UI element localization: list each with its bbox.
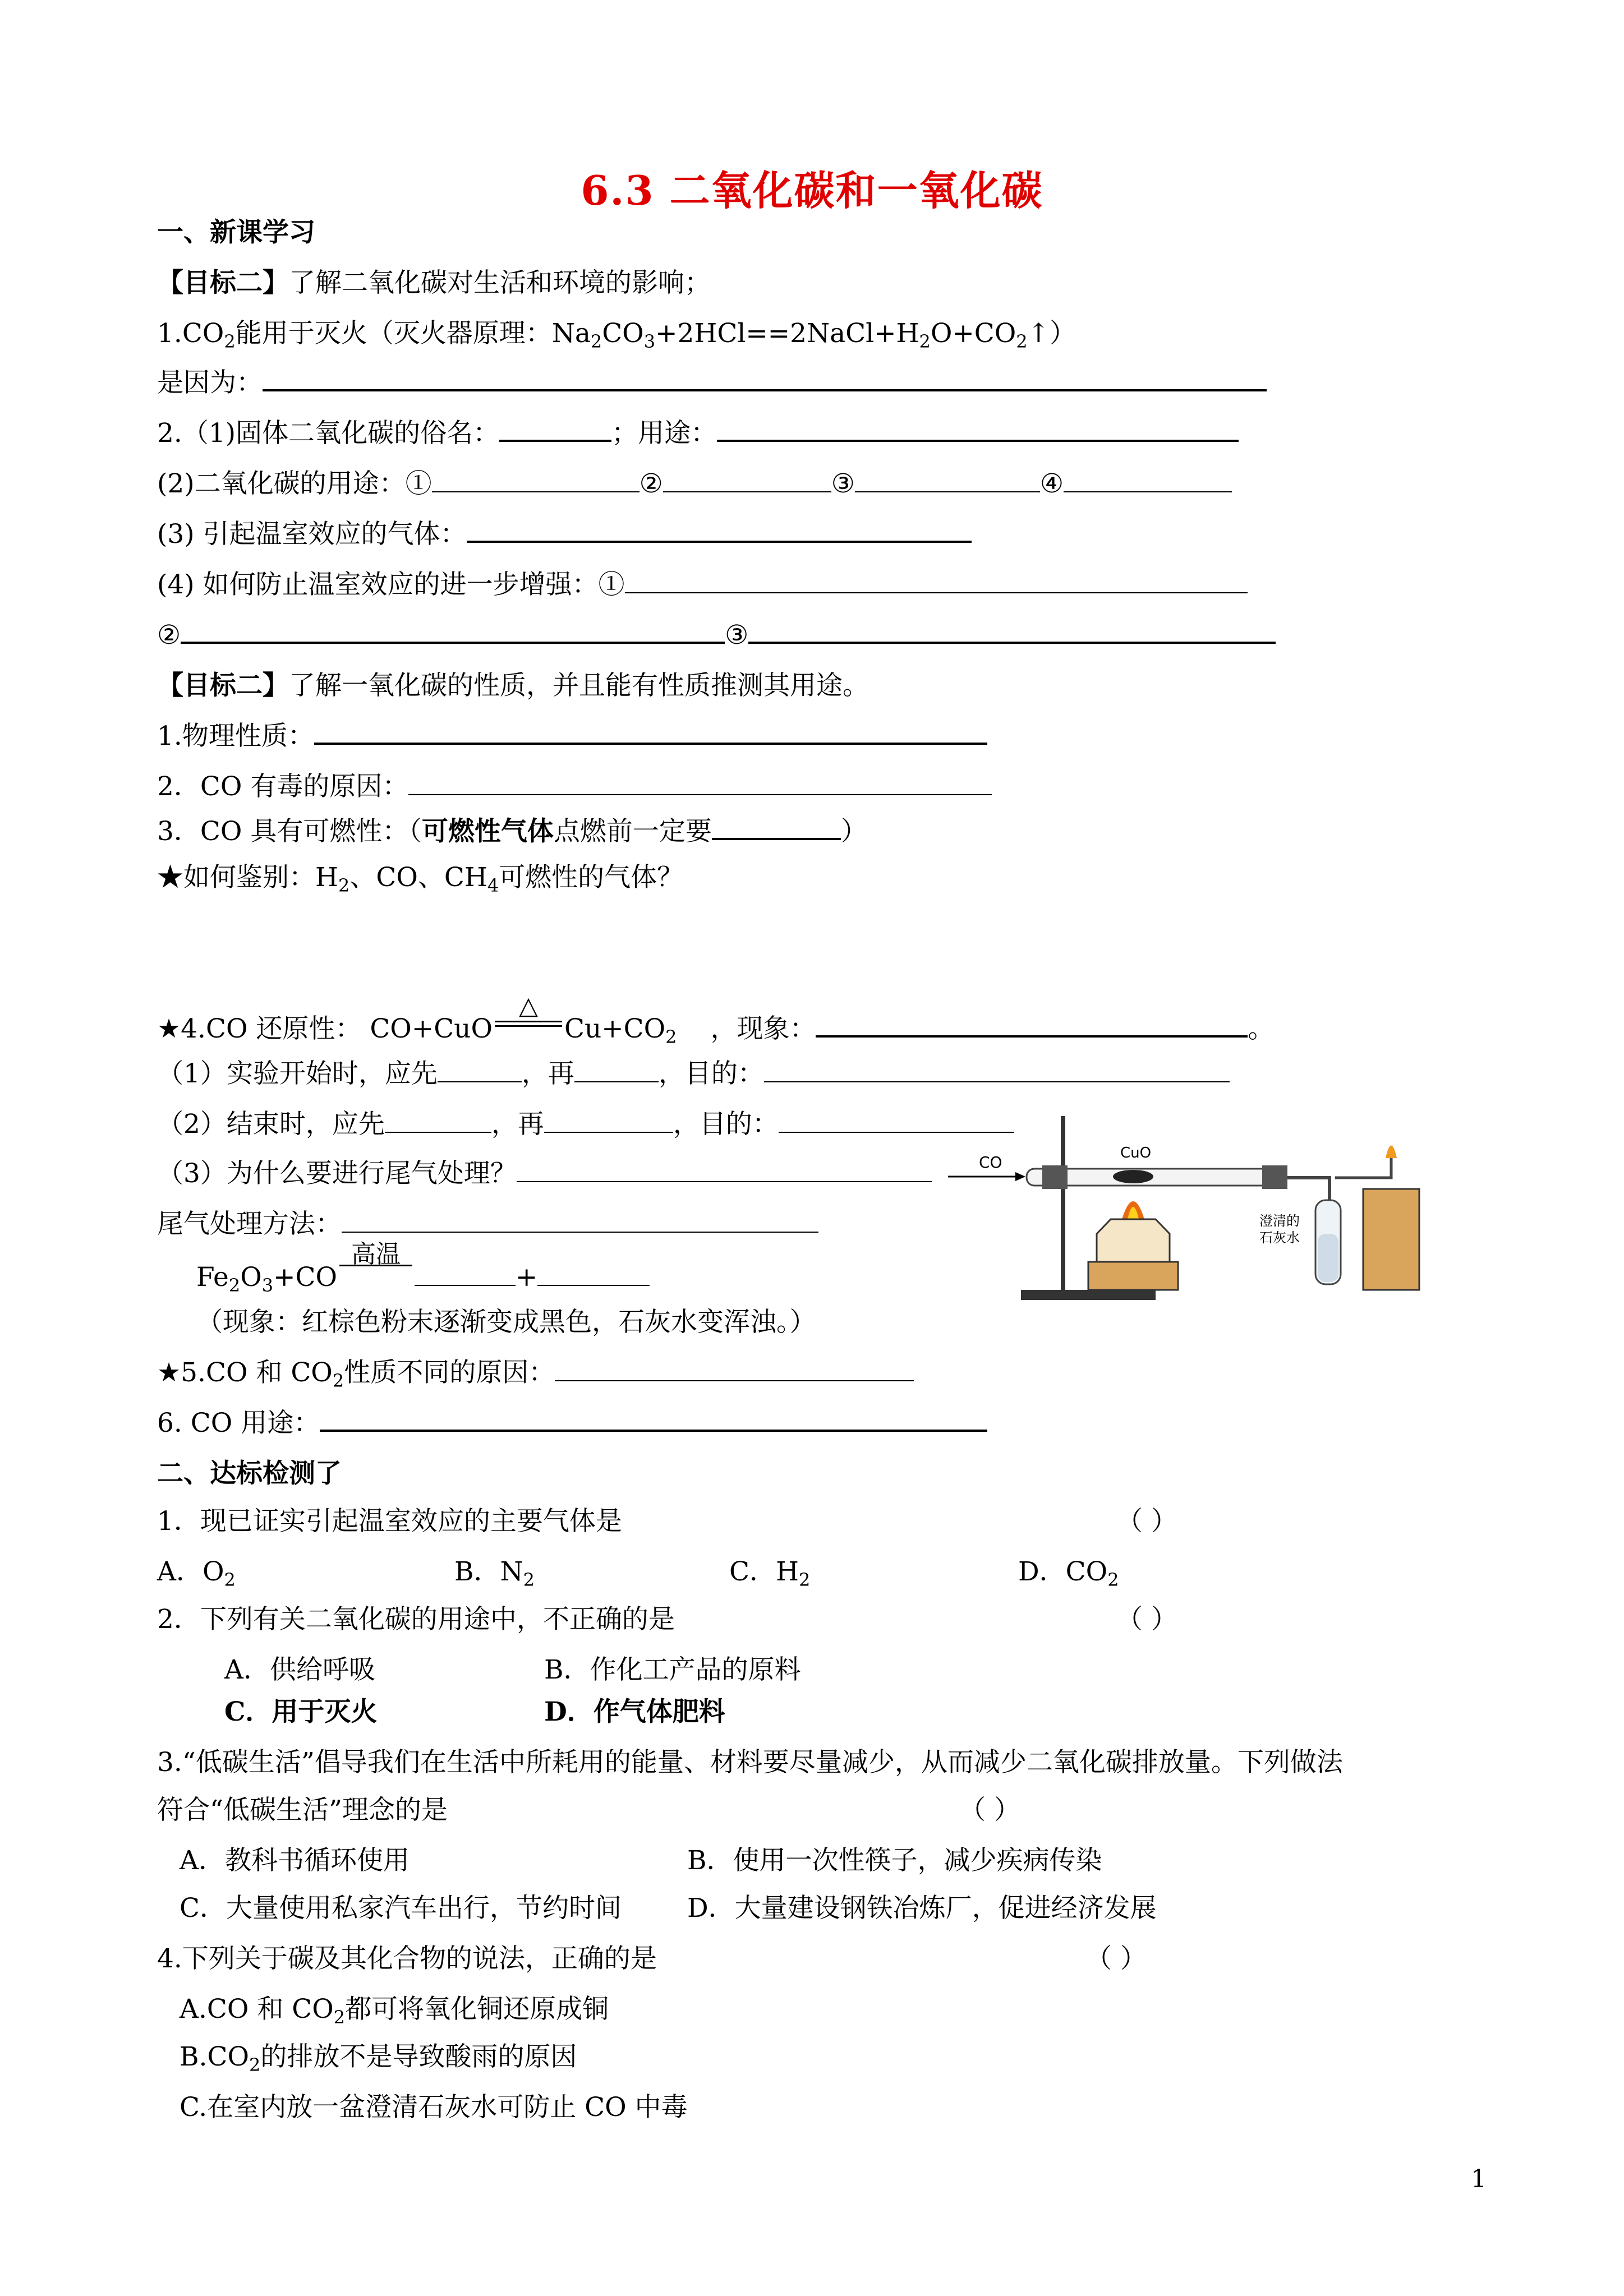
p3-text-a: 3．CO 具有可燃性：（ [157,816,422,847]
answer-blank[interactable] [574,1061,659,1082]
q5-text-a: ★5.CO 和 CO [157,1357,333,1388]
goal-line-2 [157,669,869,703]
answer-paren[interactable]: （ ） [1116,1506,1177,1537]
q4-text-b: Cu+CO [564,1013,666,1044]
question-4-1 [157,1057,1230,1091]
property-3 [157,815,867,849]
goal-tag: 【目标二】 [157,268,289,298]
goal-tag: 【目标二】 [157,670,289,701]
stopper-left [1042,1165,1068,1189]
q1-text-b: 能用于灭火（灭火器原理：Na [235,318,591,349]
option-a-text: A．O [157,1556,224,1587]
option-c[interactable]: C．大量使用私家汽车出行，节约时间 [180,1893,622,1924]
star-text-c: 可燃性的气体？ [499,862,684,893]
p3-bold: 可燃性气体 [421,816,554,847]
heat-symbol: △ [519,992,538,1020]
question-2-3 [157,518,972,551]
property-2-label: 2．CO 有毒的原因： [157,771,409,802]
cuo-powder [1113,1170,1153,1183]
circled-4: ④ [1039,468,1064,499]
option-a[interactable]: A．教科书循环使用 [180,1845,410,1876]
subscript: 4 [487,875,499,896]
answer-blank[interactable] [855,471,1040,492]
question-1-line [157,317,1076,351]
answer-blank[interactable] [816,1015,1248,1038]
option-b[interactable]: B．使用一次性筷子，减少疾病传染 [687,1845,1102,1876]
answer-blank[interactable] [432,471,640,492]
subscript: 2 [332,1370,344,1391]
q2-1-use-label: ；用途： [611,418,717,449]
q6-label: 6. CO 用途： [157,1408,320,1439]
subscript: 2 [590,331,602,352]
q4-4-label: 尾气处理方法： [157,1209,342,1239]
section-heading-2: 二、达标检测了 [157,1458,342,1489]
subscript: 2 [249,2054,261,2076]
fe-equation [196,1240,650,1296]
subscript: 2 [224,1569,236,1590]
co-reduction-apparatus-figure [948,1099,1425,1307]
answer-paren[interactable]: （ ） [1116,1604,1177,1635]
question-4-reduction [157,992,1275,1048]
option-b[interactable]: B．作化工产品的原料 [544,1654,801,1685]
stopper-right [1262,1165,1287,1189]
star-question-identify [157,861,683,895]
answer-blank[interactable] [555,1360,914,1381]
test-question-3-line-1: 3.“低碳生活”倡导我们在生活中所耗用的能量、材料要尽量减少，从而减少二氧化碳排放量。下列做法 [157,1747,1343,1778]
q1-text-e: O+CO [930,318,1016,349]
option-a-text-2: 都可将氧化铜还原成铜 [345,1994,609,2025]
answer-blank[interactable] [764,1061,1230,1082]
circled-3: ③ [725,620,749,651]
option-c-text: C．H [729,1556,799,1587]
answer-blank[interactable] [1064,471,1232,492]
question-1-reason [157,366,1267,400]
q4-3-label: （3）为什么要进行尾气处理？ [157,1158,517,1189]
property-2 [157,770,992,804]
goal-line-1 [157,266,711,300]
test-question-1: 1．现已证实引起温室效应的主要气体是 [157,1506,622,1537]
q1-text-a: 1.CO [157,318,224,349]
goal-text: 了解二氧化碳对生活和环境的影响； [289,268,711,298]
circled-2: ② [157,620,181,651]
period: 。 [1248,1013,1275,1044]
answer-paren[interactable]: （ ） [959,1795,1020,1825]
q2-4-label: (4) 如何防止温室效应的进一步增强：① [157,569,625,600]
q4-1-label: （1）实验开始时，应先 [157,1058,438,1089]
q4-2-label: （2）结束时，应先 [157,1109,385,1140]
answer-blank[interactable] [748,621,1276,644]
page-number: 1 [1471,2165,1487,2193]
alcohol-lamp [1097,1219,1170,1262]
high-temp-condition [339,1240,412,1286]
option-b-text: B.CO [180,2041,249,2072]
plus-sign: + [516,1262,538,1293]
q2-3-label: (3) 引起温室效应的气体： [157,519,467,550]
test-question-4: 4.下列关于碳及其化合物的说法，正确的是 [157,1943,657,1974]
subscript: 2 [333,2007,346,2028]
option-a-text: A.CO 和 CO [180,1994,334,2025]
q2-1-label: 2.（1)固体二氧化碳的俗名： [157,418,500,449]
option-d-text: D．CO [1018,1556,1108,1587]
option-b[interactable] [454,1555,535,1589]
answer-blank[interactable] [314,722,987,745]
subscript: 2 [228,1275,241,1296]
subscript: 3 [261,1275,274,1296]
answer-blank[interactable] [181,621,725,644]
subscript: 2 [798,1569,811,1590]
question-4-4 [157,1207,818,1241]
fe-text-b: O [240,1262,262,1293]
subscript: 2 [338,875,350,896]
option-c[interactable] [729,1555,810,1589]
option-c[interactable]: C.在室内放一盆澄清石灰水可防止 CO 中毒 [180,2092,688,2123]
question-2-2 [157,467,1232,501]
answer-blank[interactable] [320,1409,987,1432]
star-text-a: ★如何鉴别：H [157,862,338,893]
option-d[interactable] [1018,1555,1119,1589]
q1-text-d: +2HCl==2NaCl+H [655,318,919,349]
answer-blank[interactable] [625,572,1248,593]
subscript: 2 [665,1026,677,1048]
p3-text-c: 点燃前一定要 [553,816,712,847]
q4-phenomenon-label: ，现象： [710,1013,816,1044]
property-1-label: 1.物理性质： [157,721,314,751]
option-b-text-2: 的排放不是导致酸雨的原因 [260,2041,577,2072]
arrowhead [1015,1172,1025,1181]
answer-blank[interactable] [712,818,841,840]
answer-blank[interactable] [438,1061,522,1082]
limewater-label-1: 澄清的 [1259,1213,1300,1229]
cuo-label: CuO [1120,1145,1152,1161]
q4-2-then: ，再 [491,1109,544,1140]
answer-blank[interactable] [499,419,611,442]
heat-condition-arrow [495,992,562,1038]
subscript: 2 [224,331,236,352]
stand-base [1021,1290,1156,1300]
p3-text-d: ） [840,816,867,847]
q1-reason-label: 是因为： [157,367,263,398]
subscript: 2 [919,331,931,352]
page-title: 6.3 二氧化碳和一氧化碳 [581,167,1043,214]
fe-text-a: Fe [196,1262,229,1293]
goal-text: 了解一氧化碳的性质，并且能有性质推测其用途。 [289,670,869,701]
star-text-b: 、CO、CH [349,862,487,893]
question-6 [157,1407,987,1440]
tail-lamp-block [1363,1189,1419,1290]
option-b-text: B．N [454,1556,523,1587]
option-d[interactable]: D．作气体肥料 [544,1696,725,1727]
q4-1-then: ，再 [521,1058,574,1089]
answer-blank[interactable] [537,1265,650,1286]
question-4-2 [157,1108,1014,1141]
q1-text-f: ↑） [1027,318,1076,349]
subscript: 2 [1107,1569,1119,1590]
option-c[interactable]: C．用于灭火 [224,1696,378,1727]
question-5 [157,1356,914,1390]
question-2-4 [157,568,1248,602]
option-d[interactable]: D．大量建设钢铁冶炼厂，促进经济发展 [687,1893,1157,1924]
property-1 [157,720,987,753]
circled-2: ② [639,468,663,499]
question-4-3 [157,1157,932,1191]
condition-text: 高温 [351,1240,401,1269]
answer-blank[interactable] [717,419,1239,442]
q4-1-purpose: ，目的： [658,1058,764,1089]
answer-blank[interactable] [415,1265,516,1286]
question-2-1 [157,417,1239,450]
answer-blank[interactable] [385,1112,491,1133]
answer-blank[interactable] [408,774,992,795]
answer-blank[interactable] [342,1211,818,1233]
test-question-2: 2．下列有关二氧化碳的用途中，不正确的是 [157,1604,675,1635]
circled-3: ③ [831,468,855,499]
answer-blank[interactable] [263,369,1267,391]
subscript: 2 [523,1569,535,1590]
option-a[interactable]: A．供给呼吸 [224,1654,375,1685]
test-question-3-line-2: 符合“低碳生活”理念的是 [157,1795,448,1825]
q4-2-purpose: ，目的： [673,1109,779,1140]
answer-blank[interactable] [517,1161,932,1182]
co-label: CO [979,1153,1002,1172]
q1-text-c: CO [602,318,644,349]
tail-gas-tube [1335,1158,1391,1178]
subscript: 2 [1016,331,1028,352]
wood-block [1088,1262,1178,1290]
answer-paren[interactable]: （ ） [1085,1943,1147,1974]
limewater-label-2: 石灰水 [1259,1230,1300,1246]
tail-flame [1386,1146,1397,1159]
section-heading-1: 一、新课学习 [157,217,315,248]
q4-text-a: ★4.CO 还原性： CO+CuO [157,1013,493,1044]
answer-blank[interactable] [663,471,831,492]
limewater [1318,1234,1338,1282]
q5-text-b: 性质不同的原因： [344,1357,555,1388]
option-a[interactable] [157,1555,236,1589]
q2-2-label: (2)二氧化碳的用途：① [157,468,432,499]
question-2-4-cont [157,619,1276,652]
subscript: 3 [643,331,656,352]
answer-blank[interactable] [467,520,972,543]
option-b[interactable] [180,2040,577,2074]
fe-phenomenon-note: （现象：红棕色粉末逐渐变成黑色，石灰水变浑浊。） [196,1307,816,1338]
answer-blank[interactable] [544,1112,673,1133]
fe-text-c: +CO [273,1262,337,1293]
option-a[interactable] [180,1993,609,2026]
